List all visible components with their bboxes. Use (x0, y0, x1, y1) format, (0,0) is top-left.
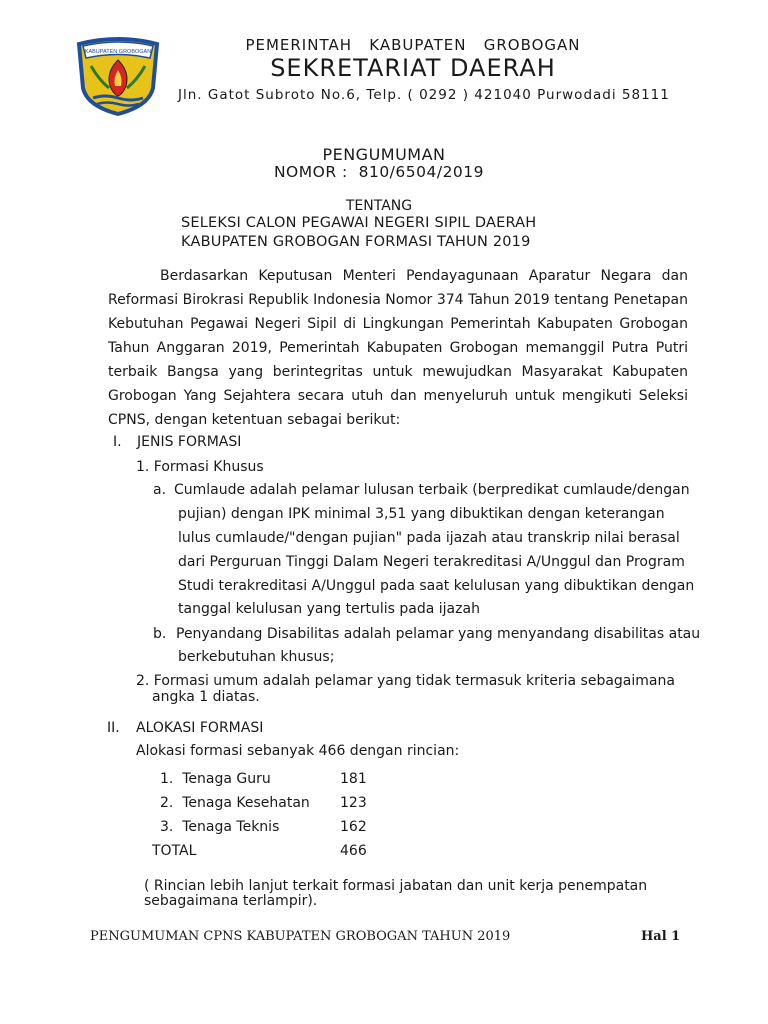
section-2-title: ALOKASI FORMASI (136, 720, 264, 736)
section-1-number: I. (113, 434, 122, 450)
intro-line: Grobogan Yang Sejahtera secara utuh dan menyeluruh untuk mengikuti Seleksi (108, 388, 688, 404)
office-address: Jln. Gatot Subroto No.6, Telp. ( 0292 ) 421040 Purwodadi 58111 (178, 87, 670, 103)
item-a-line: tanggal kelulusan yang tertulis pada ijazah (178, 601, 480, 617)
allocation-row-label: 1. Tenaga Guru (160, 771, 271, 787)
grobogan-emblem-logo (73, 36, 163, 116)
allocation-note-line: sebagaimana terlampir). (144, 893, 318, 909)
announcement-title: PENGUMUMAN (322, 145, 446, 164)
allocation-row-label: 2. Tenaga Kesehatan (160, 795, 310, 811)
footer-title: PENGUMUMAN CPNS KABUPATEN GROBOGAN TAHUN 2019 (90, 929, 511, 944)
item-a-marker: a. (153, 482, 167, 498)
item-a-line: dari Perguruan Tinggi Dalam Negeri terakreditasi A/Unggul dan Program (178, 554, 685, 570)
subject-line-1: SELEKSI CALON PEGAWAI NEGERI SIPIL DAERAH (181, 215, 537, 231)
formasi-umum-line: 2. Formasi umum adalah pelamar yang tidak termasuk kriteria sebagaimana (136, 673, 675, 689)
department-name: SEKRETARIAT DAERAH (270, 54, 556, 82)
intro-line: Reformasi Birokrasi Republik Indonesia Nomor 374 Tahun 2019 tentang Penetapan (108, 292, 688, 308)
intro-line: Tahun Anggaran 2019, Pemerintah Kabupaten Grobogan memanggil Putra Putri (108, 340, 688, 356)
about-label: TENTANG (345, 198, 413, 214)
section-2-number: II. (107, 720, 120, 736)
allocation-row-value: 123 (340, 795, 367, 811)
formasi-khusus-heading: 1. Formasi Khusus (136, 459, 264, 475)
item-a-line: pujian) dengan IPK minimal 3,51 yang dibuktikan dengan keterangan (178, 506, 665, 522)
section-1-title: JENIS FORMASI (137, 434, 242, 450)
item-a-line: lulus cumlaude/"dengan pujian" pada ijazah atau transkrip nilai berasal (178, 530, 680, 546)
intro-line: Berdasarkan Keputusan Menteri Pendayagunaan Aparatur Negara dan (160, 268, 688, 284)
allocation-intro: Alokasi formasi sebanyak 466 dengan rincian: (136, 743, 460, 759)
intro-line: Kebutuhan Pegawai Negeri Sipil di Lingkungan Pemerintah Kabupaten Grobogan (108, 316, 688, 332)
item-b-line: berkebutuhan khusus; (178, 649, 335, 665)
announcement-number: NOMOR : 810/6504/2019 (273, 163, 485, 181)
intro-line: CPNS, dengan ketentuan sebagai berikut: (108, 412, 401, 428)
formasi-umum-line: angka 1 diatas. (152, 689, 260, 705)
allocation-note-line: ( Rincian lebih lanjut terkait formasi jabatan dan unit kerja penempatan (144, 878, 648, 894)
allocation-row-value: 181 (340, 771, 367, 787)
item-b-marker: b. (153, 626, 167, 642)
logo-inscription: KABUPATEN GROBOGAN (84, 49, 152, 55)
allocation-total-label: TOTAL (152, 843, 197, 859)
subject-line-2: KABUPATEN GROBOGAN FORMASI TAHUN 2019 (181, 234, 531, 250)
item-a-line: Cumlaude adalah pelamar lulusan terbaik (berpredikat cumlaude/dengan (174, 482, 690, 498)
allocation-row-label: 3. Tenaga Teknis (160, 819, 280, 835)
page-number: Hal 1 (641, 929, 681, 944)
government-name: PEMERINTAH KABUPATEN GROBOGAN (245, 36, 581, 54)
item-a-line: Studi terakreditasi A/Unggul pada saat kelulusan yang dibuktikan dengan (178, 578, 695, 594)
allocation-row-value: 162 (340, 819, 367, 835)
allocation-total-value: 466 (340, 843, 367, 859)
intro-line: terbaik Bangsa yang berintegritas untuk mewujudkan Masyarakat Kabupaten (108, 364, 688, 380)
item-b-line: Penyandang Disabilitas adalah pelamar yang menyandang disabilitas atau (176, 626, 701, 642)
